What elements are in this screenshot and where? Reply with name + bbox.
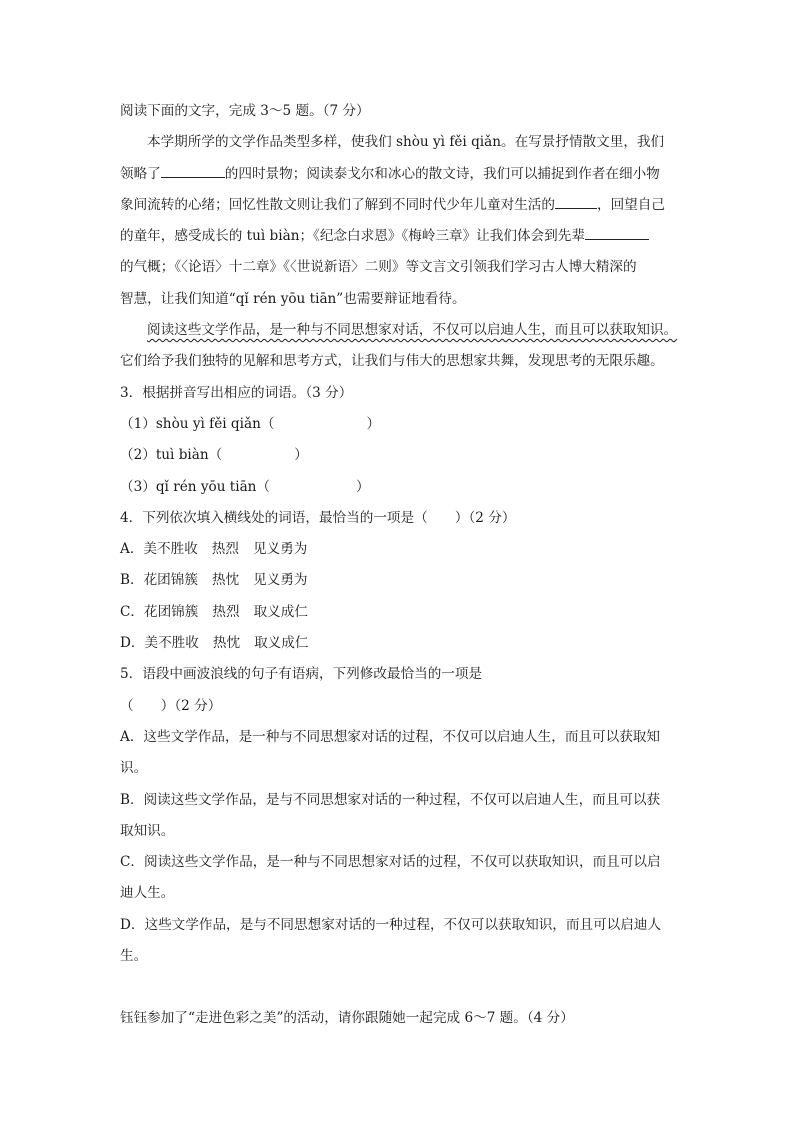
passage-line: 领略了 的四时景物；阅读泰戈尔和冰心的散文诗，我们可以捕捉到作者在细小物 (120, 159, 680, 190)
wavy-underlined-sentence: 阅读这些文学作品，是一种与不同思想家对话，不仅可以启迪人生，而且可以获取知识。 (147, 322, 678, 339)
passage-line: 象间流转的心绪；回忆性散文则让我们了解到不同时代少年儿童对生活的 ，回望自己 (120, 190, 680, 221)
passage-line: 的气概；《〈论语〉十二章》《〈世说新语〉二则》等文言文引领我们学习古人博大精深的 (120, 259, 637, 276)
question-5-stem: 5．语段中画波浪线的句子有语病，下列修改最恰当的一项是 (120, 666, 483, 683)
question-5-option-b[interactable] (120, 785, 680, 848)
option-text: 迪人生。 (120, 885, 175, 902)
next-section-intro: 钰钰参加了“走进色彩之美”的活动，请你跟随她一起完成 6～7 题。（4 分） (120, 1010, 574, 1027)
fill-blank-3[interactable] (585, 225, 649, 240)
option-text: 生。 (120, 948, 148, 965)
question-3-stem: 3．根据拼音写出相应的词语。（3 分） (120, 384, 353, 401)
passage-line: 本学期所学的文学作品类型多样，使我们 shòu yì fěi qiǎn。在写景抒情散文里，我们 (147, 134, 665, 151)
question-3-item-1: （1）shòu yì fěi qiǎn（ ） (120, 415, 381, 432)
question-4-option-d[interactable]: D．美不胜收 热忱 取义成仁 (120, 635, 309, 652)
question-4-option-b[interactable]: B．花团锦簇 热忱 见义勇为 (120, 572, 308, 589)
option-text: C．阅读这些文学作品，是一种与不同思想家对话的过程，不仅可以获取知识，而且可以启 (120, 854, 661, 871)
document-page (120, 96, 680, 1035)
fill-blank-1[interactable] (161, 163, 225, 178)
question-3-item-3: （3）qǐ rén yōu tiān（ ） (120, 478, 370, 495)
question-4-option-c[interactable]: C．花团锦簇 热烈 取义成仁 (120, 603, 308, 620)
option-text: D．这些文学作品，是与不同思想家对话的一种过程，不仅可以获取知识，而且可以启迪人 (120, 916, 662, 933)
question-5-score: （ ）（2 分） (120, 697, 222, 714)
passage-line: 智慧，让我们知道“qǐ rén yōu tiān”也需要辩证地看待。 (120, 290, 466, 307)
section-intro: 阅读下面的文字，完成 3～5 题。（7 分） (120, 103, 370, 119)
question-4-stem: 4．下列依次填入横线处的词语，最恰当的一项是（ ）（2 分） (120, 509, 516, 526)
option-text: A．这些文学作品，是一种与不同思想家对话的过程，不仅可以启迪人生，而且可以获取知 (120, 728, 660, 745)
fill-blank-2[interactable] (555, 194, 597, 209)
option-text: B．阅读这些文学作品，是与不同思想家对话的一种过程，不仅可以启迪人生，而且可以获 (120, 791, 661, 808)
question-4-option-a[interactable]: A．美不胜收 热烈 见义勇为 (120, 541, 308, 558)
question-5-option-d[interactable] (120, 910, 680, 973)
question-5-option-a[interactable] (120, 722, 680, 785)
question-3-item-2: （2）tuì biàn（ ） (120, 447, 308, 464)
question-5-option-c[interactable] (120, 847, 680, 910)
passage-line: 的童年，感受成长的 tuì biàn；《纪念白求恩》《梅岭三章》让我们体会到先辈 (120, 221, 680, 252)
option-text: 取知识。 (120, 822, 175, 839)
option-text: 识。 (120, 760, 148, 777)
passage-line: 它们给予我们独特的见解和思考方式，让我们与伟大的思想家共舞，发现思考的无限乐趣。 (120, 353, 664, 370)
